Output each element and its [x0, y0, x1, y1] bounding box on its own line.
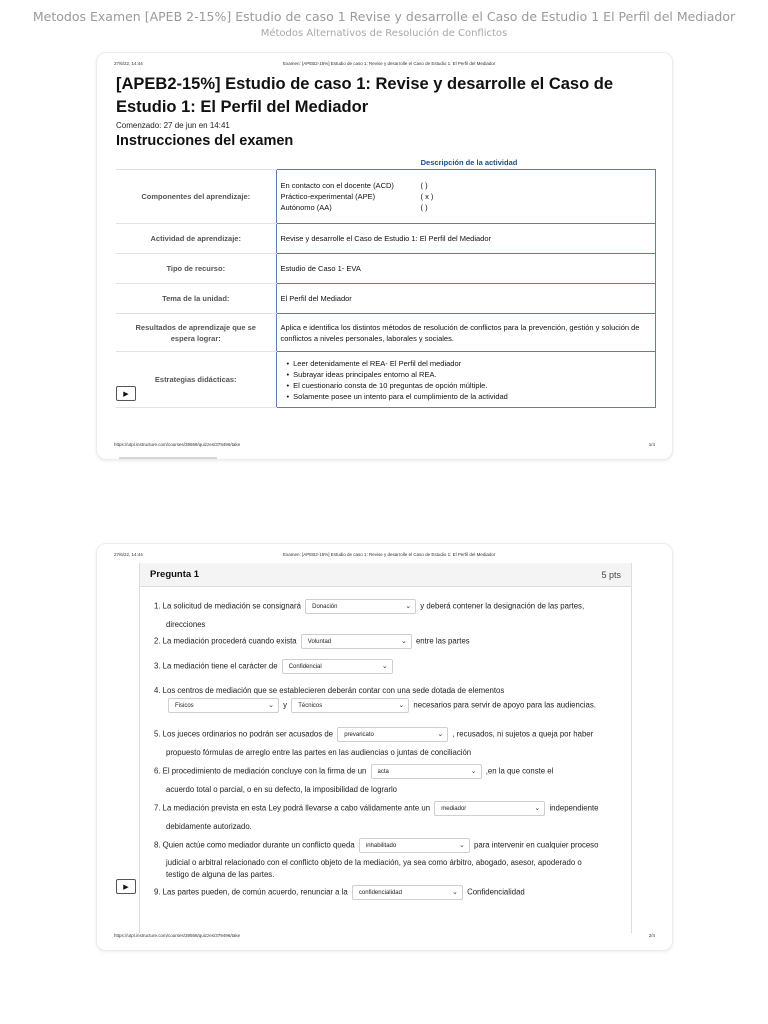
answer-select-8[interactable] [359, 838, 470, 853]
item-text: y deberá contener la designación de las partes, [420, 601, 585, 611]
select-value: Voluntad [307, 639, 332, 645]
play-icon: ▶ [123, 883, 129, 891]
page-footer-url: https://utpl.instructure.com/courses/39568/quizzes/379496/take [114, 442, 241, 447]
item-text: Confidencialidad [467, 887, 525, 897]
strategies-list [281, 358, 652, 402]
answer-select-6[interactable] [371, 764, 482, 779]
item-text: 8. Quien actúe como mediador durante un conflicto queda [154, 840, 355, 850]
item-text: ,en la que conste el [485, 766, 554, 776]
chevron-down-icon: ⌄ [405, 603, 412, 610]
page-number: 2/4 [648, 933, 655, 938]
page-header-date: 27/6/22, 14:44 [114, 61, 143, 66]
item-continuation: acuerdo total o parcial, o en su defecto, la imposibilidad de lograrlo [166, 785, 398, 794]
select-value: prevaricato [344, 732, 374, 738]
list-item: • Leer detenidamente el REA- El Perfil del mediador [281, 358, 652, 369]
answer-select-1[interactable] [305, 599, 416, 614]
results-label: Resultados de aprendizaje que se espera lograr: [116, 314, 276, 352]
components-value [276, 170, 656, 224]
select-value: Técnicos [298, 703, 323, 709]
item-text: 2. La mediación procederá cuando exista [154, 636, 297, 646]
strategies-label: Estrategias didácticas: [116, 352, 276, 408]
item-text: 5. Los jueces ordinarios no podrán ser acusados de [154, 729, 334, 739]
answer-select-4b[interactable] [291, 698, 409, 713]
component-name: En contacto con el docente (ACD) [280, 181, 394, 190]
item-text: 4. Los centros de mediación que se establecieren deberán contar con una sede dotada de elementos [154, 686, 505, 695]
answer-select-5[interactable] [337, 727, 448, 742]
question-header [140, 563, 631, 587]
exam-started: Comenzado: 27 de jun en 14:41 [116, 121, 230, 130]
components-label: Componentes del aprendizaje: [116, 170, 276, 224]
item-continuation: testigo de alguna de las partes. [166, 870, 275, 879]
play-button[interactable] [116, 386, 136, 401]
pdf-page-1 [96, 52, 673, 460]
unit-value: El Perfil del Mediador [276, 284, 656, 314]
page-footer-url: https://utpl.instructure.com/courses/39568/quizzes/379496/take [114, 933, 241, 938]
chevron-down-icon: ⌄ [437, 731, 444, 738]
chevron-down-icon: ⌄ [398, 702, 405, 709]
activity-label: Actividad de aprendizaje: [116, 224, 276, 254]
instructions-heading: Instrucciones del examen [116, 133, 294, 149]
item-text: 1. La solicitud de mediación se consignará [154, 601, 301, 611]
item-continuation: judicial o arbitral relacionado con el conflicto objeto de la mediación, ya sea como árbitro, abogado, asesor, apoderado o [166, 858, 582, 867]
question-card [139, 563, 632, 933]
question-item-3 [154, 659, 624, 674]
select-value: Fisicos [175, 703, 194, 709]
item-text: necesarios para servir de apoyo para las audiencias. [413, 700, 596, 710]
answer-select-7[interactable] [434, 801, 545, 816]
item-text: independiente [549, 803, 599, 813]
question-item-6 [154, 764, 624, 779]
select-value: confidencialidad [358, 890, 402, 896]
resource-value: Estudio de Caso 1- EVA [276, 254, 656, 284]
list-item: • Subrayar ideas principales entorno al REA. [281, 369, 652, 380]
question-points: 5 pts [601, 569, 621, 580]
question-title: Pregunta 1 [150, 569, 200, 580]
description-caption: Descripción de la actividad [420, 158, 518, 167]
pdf-page-2 [96, 543, 673, 951]
activity-value: Revise y desarrolle el Caso de Estudio 1: El Perfil del Mediador [276, 224, 656, 254]
question-item-2 [154, 634, 624, 649]
item-text: para intervenir en cualquier proceso [474, 840, 599, 850]
item-text: 7. La mediación prevista en esta Ley podrá llevarse a cabo válidamente ante un [154, 803, 431, 813]
unit-label: Tema de la unidad: [116, 284, 276, 314]
page-divider [119, 457, 217, 459]
component-mark: ( ) [420, 203, 428, 212]
component-mark: ( ) [420, 181, 428, 190]
list-item: • Solamente posee un intento para el cumplimiento de la actividad [281, 391, 652, 402]
chevron-down-icon: ⌄ [400, 638, 407, 645]
chevron-down-icon: ⌄ [470, 768, 477, 775]
page-header-title: Examen: [APEB2-15%] Estudio de caso 1: Revise y desarrolle el Caso de Estudio 1: El Perfil del Mediador [283, 552, 496, 557]
select-value: Confidencial [288, 664, 322, 670]
item-continuation: propuesto fórmulas de arreglo entre las partes en las audiencias o juntas de conciliación [166, 748, 472, 757]
chevron-down-icon: ⌄ [452, 889, 458, 896]
chevron-down-icon: ⌄ [458, 842, 465, 849]
chevron-down-icon: ⌄ [268, 702, 274, 709]
select-value: acta [377, 769, 389, 775]
item-text: y [283, 700, 288, 710]
item-text: 6. El procedimiento de mediación concluye con la firma de un [154, 766, 367, 776]
item-text: 9. Las partes pueden, de común acuerdo, renunciar a la [154, 887, 348, 897]
play-button[interactable] [116, 879, 136, 894]
answer-select-9[interactable] [352, 885, 463, 900]
select-value: Donación [312, 604, 338, 610]
page-header-title: Examen: [APEB2-15%] Estudio de caso 1: Revise y desarrolle el Caso de Estudio 1: El Perfil del Mediador [283, 61, 496, 66]
strategies-value [276, 352, 656, 408]
exam-title: [APEB2-15%] Estudio de caso 1: Revise y desarrolle el Caso de Estudio 1: El Perfil del Mediador [116, 75, 614, 116]
activity-table [116, 169, 656, 408]
document-subtitle: Métodos Alternativos de Resolución de Conflictos [260, 28, 508, 39]
chevron-down-icon: ⌄ [534, 805, 541, 812]
item-text: , recusados, ni sujetos a queja por haber [452, 729, 594, 739]
chevron-down-icon: ⌄ [381, 663, 388, 670]
page-number: 1/4 [648, 442, 655, 447]
component-name: Autónomo (AA) [280, 203, 332, 212]
question-item-9 [154, 885, 624, 900]
question-item-4-selects [166, 698, 624, 713]
question-item-4 [154, 686, 624, 696]
answer-select-4a[interactable] [168, 698, 279, 713]
page-header-date: 27/6/22, 14:44 [114, 552, 143, 557]
question-item-8 [154, 838, 624, 853]
select-value: inhabilitado [365, 843, 397, 849]
results-value: Aplica e identifica los distintos métodos de resolución de conflictos para la prevención, gestión y solución de conflictos a niveles personales, laborales y sociales. [276, 314, 656, 352]
item-continuation: direcciones [166, 620, 206, 629]
component-name: Práctico-experimental (APE) [280, 192, 376, 201]
question-item-7 [154, 801, 624, 816]
document-title: Metodos Examen [APEB 2-15%] Estudio de caso 1 Revise y desarrolle el Caso de Estudio 1 El Perfil del Mediador [32, 9, 736, 24]
component-mark: ( x ) [420, 192, 434, 201]
list-item: • El cuestionario consta de 10 preguntas de opción múltiple. [281, 380, 652, 391]
resource-label: Tipo de recurso: [116, 254, 276, 284]
answer-select-2[interactable] [301, 634, 412, 649]
item-continuation: debidamente autorizado. [166, 822, 252, 831]
question-item-1 [154, 599, 624, 614]
answer-select-3[interactable] [282, 659, 393, 674]
play-icon: ▶ [123, 390, 129, 398]
item-text: entre las partes [415, 636, 470, 646]
item-text: 3. La mediación tiene el carácter de [154, 661, 278, 671]
question-item-5 [154, 727, 624, 742]
select-value: mediador [441, 806, 467, 812]
